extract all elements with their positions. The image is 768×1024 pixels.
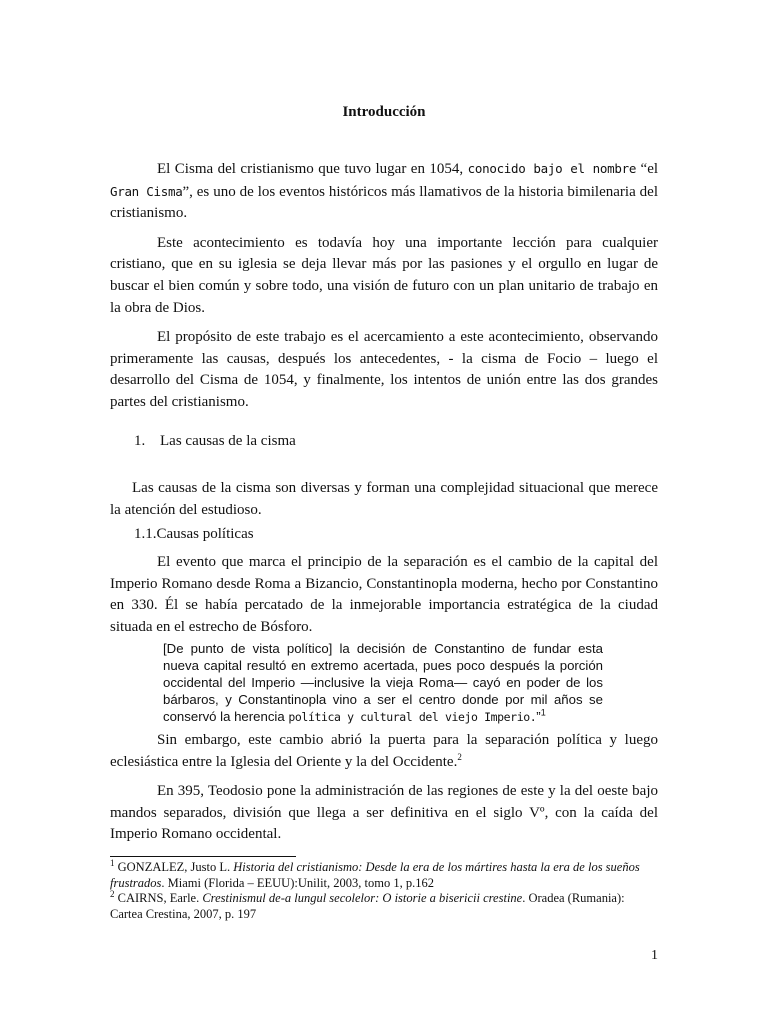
section-1-1-heading: 1.1.Causas políticas [134,526,254,542]
page-number: 1 [651,948,658,963]
footnote-ref-1[interactable]: 1 [540,707,546,718]
section-1-1-block [110,552,658,646]
intro-paragraph-1: El Cisma del cristianismo que tuvo lugar en 1054, conocido bajo el nombre “el Gran Cisma”, es uno de los eventos históricos más llamativos de la historia bimilenaria del cristianismo. [110,161,659,222]
page-title: Introducción [342,104,426,120]
footnote-2: $^2$ CAIRNS, Earle. Crestinismul de-a lungul secolelor: O istorie a bisericii crestine. Oradea (Rumania): Cartea Crestina, 2007, p. 197 [110,888,625,921]
footnotes [110,857,658,922]
section-1-paragraph: Las causas de la cisma son diversas y forman una complejidad situacional que merece la atención del estudioso. [110,480,658,518]
section-1-1-paragraph-3: En 395, Teodosio pone la administración de las regiones de este y la del oeste bajo mandos separados, división que llega a ser definitiva en el siglo Vº, con la caída del Imperio Romano occidental. [110,783,658,843]
document-page [110,0,658,1024]
footnote-separator [110,856,296,857]
intro-paragraph-2: Este acontecimiento es todavía hoy una importante lección para cualquier cristiano, que en su iglesia se deja llevar más por las pasiones y el orgullo en lugar de buscar el bien común y sobre todo, una visión de futuro con un plan unitario de trabajo en la obra de Dios. [110,234,658,316]
intro-paragraph-3: El propósito de este trabajo es el acercamiento a este acontecimiento, observando primeramente las causas, después los antecedentes, - la cisma de Focio – luego el desarrollo del Cisma de 1054, y finalmente, los intentos de unión entre las dos grandes partes del cristianismo. [110,329,658,410]
footnote-1: $^1$ GONZALEZ, Justo L. Historia del cristianismo: Desde la era de los mártires hasta la era de los sueños frustrados. Miami (Florida – EEUU):Unilit, 2003, tomo 1, p.162 [110,857,640,890]
section-1-heading: 1. Las causas de la cisma [134,433,296,449]
section-1-1-paragraph-1: El evento que marca el principio de la separación es el cambio de la capital del Imperio Romano desde Roma a Bizancio, Constantinopla moderna, hecho por Constantino en 330. Él se había percatado de la inmejorable importancia estratégica de la ciudad situada en el estrecho de Bósforo. [110,554,658,635]
section-1-1-paragraph-2: Sin embargo, este cambio abrió la puerta para la separación política y luego eclesiástica entre la Iglesia del Oriente y la del Occidente.$^2$ [110,732,658,770]
section-1-block [110,478,658,529]
block-quote: [De punto de vista político] la decisión de Constantino de fundar esta nueva capital resultó en extremo acertada, pues poco después la porción occidental del Imperio —inclusive la vieja Roma— cayó en poder de los bárbaros, y Constantinopla vino a ser el centro donde por mil años se conservó la herencia política y cultural del viejo Imperio.”$^1$ [163,641,603,724]
footnote-ref-2[interactable]: 2 [457,751,462,762]
section-1-1-continued [110,730,658,854]
intro-block [110,158,658,422]
